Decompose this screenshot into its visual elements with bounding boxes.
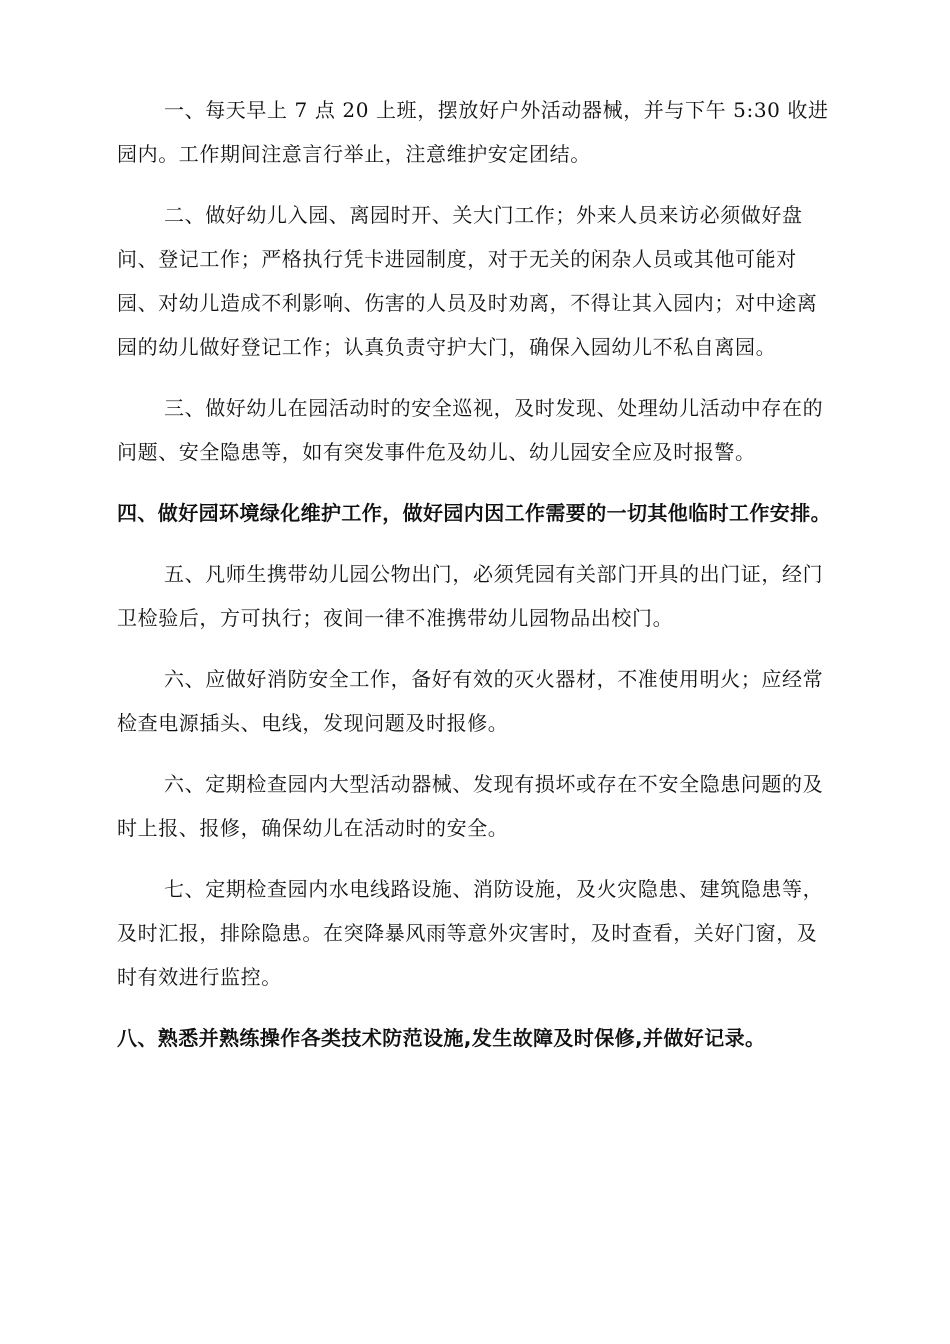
paragraph-4: 四、做好园环境绿化维护工作，做好园内因工作需要的一切其他临时工作安排。 [117,501,831,525]
paragraph-1: 一、每天早上 7 点 20 上班，摆放好户外活动器械，并与下午 5:30 收进园内。工作期间注意言行举止，注意维护安定团结。 [117,98,829,166]
paragraph-6: 六、应做好消防安全工作，备好有效的灭火器材，不准使用明火；应经常检查电源插头、电线，发现问题及时报修。 [117,667,824,735]
document-body [117,88,837,1077]
paragraph-9: 八、熟悉并熟练操作各类技术防范设施,发生故障及时保修,并做好记录。 [117,1026,766,1050]
paragraph-8: 七、定期检查园内水电线路设施、消防设施，及火灾隐患、建筑隐患等，及时汇报，排除隐患。在突降暴风雨等意外灾害时，及时查看，关好门窗，及时有效进行监控。 [117,877,824,989]
paragraph-2: 二、做好幼儿入园、离园时开、关大门工作；外来人员来访必须做好盘问、登记工作；严格执行凭卡进园制度，对于无关的闲杂人员或其他可能对园、对幼儿造成不利影响、伤害的人员及时劝离，不得让其入园内；对中途离园的幼儿做好登记工作；认真负责守护大门，确保入园幼儿不私自离园。 [117,203,818,359]
paragraph-3: 三、做好幼儿在园活动时的安全巡视，及时发现、处理幼儿活动中存在的问题、安全隐患等，如有突发事件危及幼儿、幼儿园安全应及时报警。 [117,396,824,464]
paragraph-7: 六、定期检查园内大型活动器械、发现有损坏或存在不安全隐患问题的及时上报、报修，确保幼儿在活动时的安全。 [117,772,824,840]
paragraph-5: 五、凡师生携带幼儿园公物出门，必须凭园有关部门开具的出门证，经门卫检验后，方可执行；夜间一律不准携带幼儿园物品出校门。 [117,562,824,630]
